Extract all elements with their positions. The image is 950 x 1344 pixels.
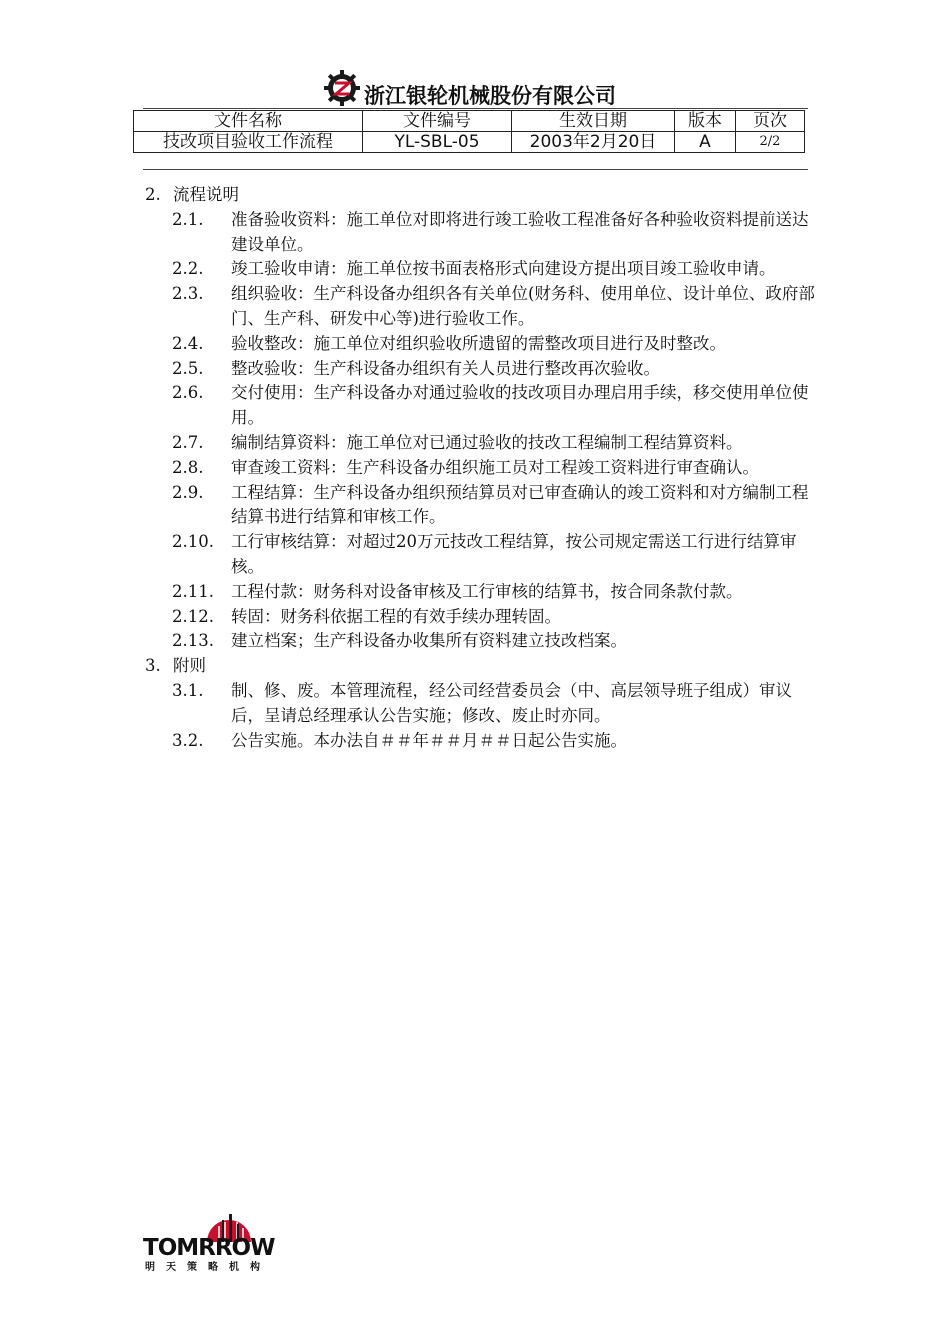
- item-text: 审查竣工资料：生产科设备办组织施工员对工程竣工资料进行审查确认。: [231, 457, 759, 477]
- list-item: [172, 431, 825, 456]
- version-value: A: [675, 132, 736, 153]
- item-number: 2.1.: [172, 209, 204, 229]
- section-number: 2.: [145, 185, 161, 204]
- item-text: 工程结算：生产科设备办组织预结算员对已审查确认的竣工资料和对方编制工程结算书进行结算和审核工作。: [231, 482, 809, 527]
- section-number: 3.: [145, 656, 161, 676]
- item-number: 2.13.: [172, 631, 214, 651]
- item-text: 编制结算资料：施工单位对已通过验收的技改工程编制工程结算资料。: [231, 432, 743, 452]
- version-label: 版本: [675, 111, 736, 132]
- doc-name-label: 文件名称: [134, 111, 363, 132]
- item-number: 2.2.: [172, 259, 204, 279]
- item-text: 公告实施。本办法自＃＃年＃＃月＃＃日起公告实施。: [231, 730, 627, 750]
- item-number: 3.2.: [172, 730, 204, 750]
- list-item: [172, 530, 825, 580]
- logo-wordmark: TOMRROW: [143, 1235, 275, 1261]
- section-heading: [145, 183, 825, 208]
- list-item: [172, 208, 825, 258]
- list-item: [172, 729, 825, 754]
- item-number: 2.11.: [172, 581, 214, 601]
- item-text: 验收整改：施工单位对组织验收所遗留的需整改项目进行及时整改。: [231, 333, 726, 353]
- item-text: 建立档案；生产科设备办收集所有资料建立技改档案。: [231, 631, 627, 651]
- item-text: 转固：财务科依据工程的有效手续办理转固。: [231, 606, 561, 626]
- item-number: 2.4.: [172, 333, 204, 353]
- list-item: [172, 481, 825, 531]
- page-label: 页次: [736, 111, 805, 132]
- section-heading: [145, 654, 825, 679]
- document-meta-table: [133, 110, 805, 153]
- document-body: [145, 183, 825, 753]
- list-item: [172, 332, 825, 357]
- list-item: [172, 629, 825, 654]
- item-number: 2.9.: [172, 482, 204, 502]
- effective-date-label: 生效日期: [512, 111, 675, 132]
- item-number: 2.10.: [172, 532, 214, 552]
- item-number: 2.6.: [172, 383, 204, 403]
- item-number: 2.8.: [172, 457, 204, 477]
- item-text: 竣工验收申请：施工单位按书面表格形式向建设方提出项目竣工验收申请。: [231, 259, 776, 279]
- header-top-rule: [143, 108, 808, 109]
- list-item: [172, 282, 825, 332]
- section-title: 流程说明: [173, 185, 239, 204]
- doc-number-value: YL-SBL-05: [363, 132, 512, 153]
- list-item: [172, 456, 825, 481]
- list-item: [172, 257, 825, 282]
- header-bottom-rule: [143, 169, 808, 170]
- item-text: 制、修、废。本管理流程，经公司经营委员会（中、高层领导班子组成）审议后，呈请总经理承认公告实施；修改、废止时亦同。: [231, 680, 792, 725]
- yinlun-gear-logo-icon: [322, 68, 362, 108]
- item-text: 准备验收资料：施工单位对即将进行竣工验收工程准备好各种验收资料提前送达建设单位。: [231, 209, 809, 254]
- meta-label-row: [134, 111, 805, 132]
- logo-subtitle: 明天策略机构: [145, 1262, 271, 1273]
- item-number: 2.3.: [172, 284, 204, 304]
- page-value: 2/2: [736, 132, 805, 153]
- list-item: [172, 605, 825, 630]
- tomorrow-logo-icon: [143, 1212, 308, 1274]
- meta-value-row: [134, 132, 805, 153]
- item-text: 组织验收：生产科设备办组织各有关单位(财务科、使用单位、设计单位、政府部门、生产科、研发中心等)进行验收工作。: [231, 284, 815, 328]
- list-item: [172, 580, 825, 605]
- company-header: [322, 66, 616, 110]
- item-text: 整改验收：生产科设备办组织有关人员进行整改再次验收。: [231, 358, 660, 378]
- item-number: 2.12.: [172, 606, 214, 626]
- list-item: [172, 381, 825, 431]
- doc-number-label: 文件编号: [363, 111, 512, 132]
- doc-name-value: 技改项目验收工作流程: [134, 132, 363, 153]
- effective-date-value: 2003年2月20日: [512, 132, 675, 153]
- item-number: 2.7.: [172, 432, 204, 452]
- company-name: 浙江银轮机械股份有限公司: [364, 84, 616, 108]
- list-item: [172, 357, 825, 382]
- item-number: 2.5.: [172, 358, 204, 378]
- item-text: 工程付款：财务科对设备审核及工行审核的结算书，按合同条款付款。: [231, 581, 743, 601]
- item-number: 3.1.: [172, 680, 204, 700]
- section-title: 附则: [173, 656, 206, 676]
- list-item: [172, 679, 825, 729]
- item-text: 工行审核结算：对超过20万元技改工程结算，按公司规定需送工行进行结算审核。: [231, 532, 797, 576]
- item-text: 交付使用：生产科设备办对通过验收的技改项目办理启用手续，移交使用单位使用。: [231, 383, 809, 428]
